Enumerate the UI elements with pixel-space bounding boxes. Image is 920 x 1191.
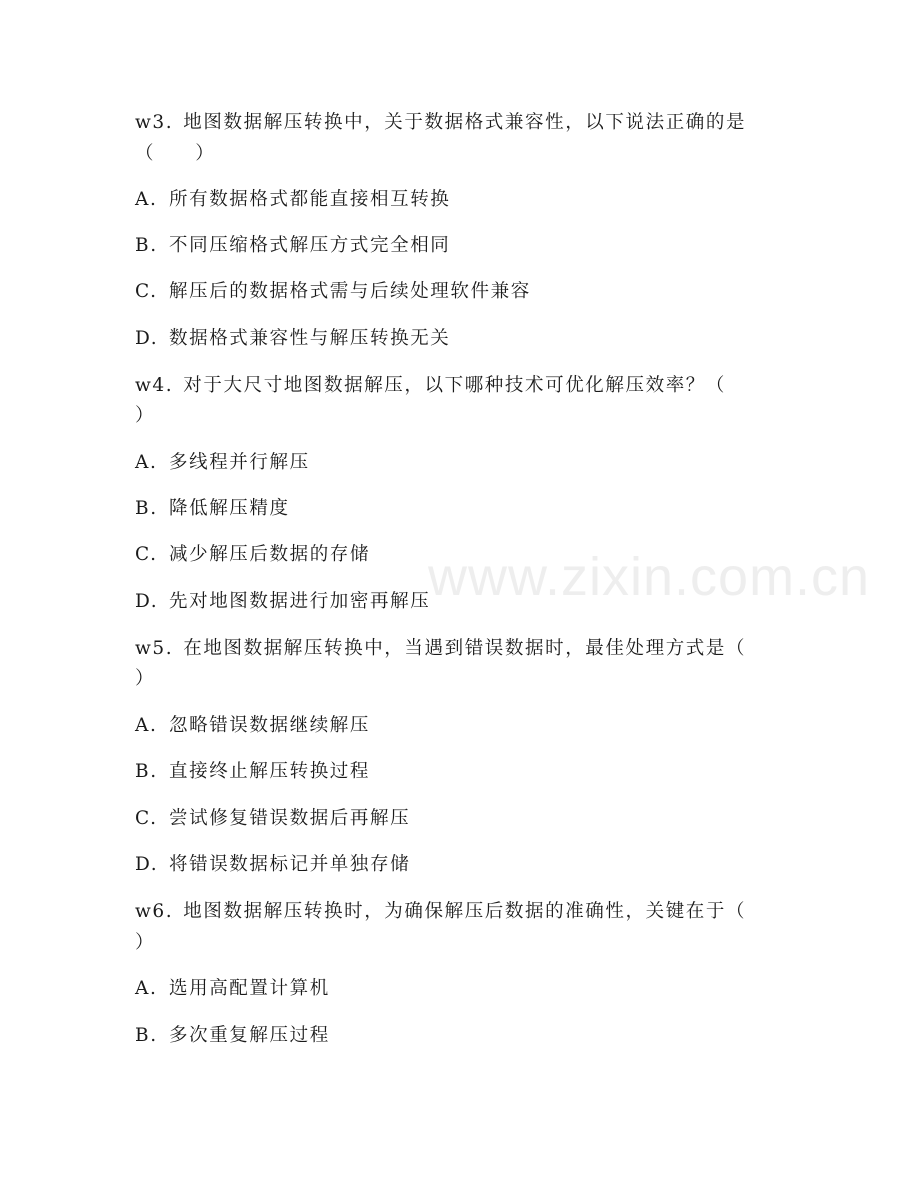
- option-d: [135, 850, 775, 880]
- question-number: w4.: [135, 375, 174, 396]
- option-text: 不同压缩格式解压方式完全相同: [169, 235, 451, 256]
- option-text: 降低解压精度: [169, 498, 290, 519]
- option-letter: C.: [135, 281, 158, 302]
- option-letter: B.: [135, 235, 158, 256]
- question-stem-continued: ）: [135, 668, 156, 689]
- option-text: 多线程并行解压: [169, 452, 310, 473]
- option-text: 所有数据格式都能直接相互转换: [169, 189, 451, 210]
- option-text: 将错误数据标记并单独存储: [169, 854, 411, 875]
- option-text: 忽略错误数据继续解压: [169, 715, 371, 736]
- option-letter: C.: [135, 808, 158, 829]
- option-text: 直接终止解压转换过程: [169, 761, 371, 782]
- option-letter: C.: [135, 544, 158, 565]
- question-stem: [135, 897, 775, 927]
- option-a: [135, 974, 775, 1004]
- option-b: [135, 1021, 775, 1051]
- option-letter: D.: [135, 591, 159, 612]
- watermark: www.zixin.com.cn: [428, 547, 871, 607]
- option-text: 解压后的数据格式需与后续处理软件兼容: [169, 281, 531, 302]
- question-number: w5.: [135, 638, 174, 659]
- option-letter: D.: [135, 854, 159, 875]
- question-number: w6.: [135, 901, 174, 922]
- option-letter: D.: [135, 328, 159, 349]
- option-letter: A.: [135, 715, 158, 736]
- question-stem: [135, 108, 775, 138]
- question-text: 对于大尺寸地图数据解压，以下哪种技术可优化解压效率？（: [183, 375, 726, 396]
- option-text: 先对地图数据进行加密再解压: [169, 591, 431, 612]
- option-a: [135, 185, 775, 215]
- question-number: w3.: [135, 112, 174, 133]
- option-b: [135, 757, 775, 787]
- question-text: 在地图数据解压转换中，当遇到错误数据时，最佳处理方式是（: [183, 638, 747, 659]
- question-stem: [135, 634, 775, 664]
- option-a: [135, 448, 775, 478]
- option-letter: A.: [135, 452, 158, 473]
- option-c: [135, 540, 775, 570]
- question-stem-continued: ）: [135, 405, 156, 426]
- option-letter: B.: [135, 761, 158, 782]
- option-c: [135, 804, 775, 834]
- question-stem-continued: （ ）: [135, 143, 216, 164]
- option-d: [135, 324, 775, 354]
- question-text: 地图数据解压转换时，为确保解压后数据的准确性，关键在于（: [183, 901, 747, 922]
- question-text: 地图数据解压转换中，关于数据格式兼容性，以下说法正确的是: [183, 112, 747, 133]
- question-stem-continued: ）: [135, 932, 156, 953]
- option-b: [135, 231, 775, 261]
- option-d: [135, 587, 775, 617]
- option-text: 尝试修复错误数据后再解压: [169, 808, 411, 829]
- option-text: 选用高配置计算机: [169, 978, 330, 999]
- option-letter: B.: [135, 498, 158, 519]
- option-a: [135, 711, 775, 741]
- question-stem: [135, 371, 775, 401]
- option-letter: B.: [135, 1025, 158, 1046]
- option-text: 减少解压后数据的存储: [169, 544, 371, 565]
- option-letter: A.: [135, 978, 158, 999]
- option-b: [135, 494, 775, 524]
- option-text: 数据格式兼容性与解压转换无关: [169, 328, 451, 349]
- option-letter: A.: [135, 189, 158, 210]
- option-text: 多次重复解压过程: [169, 1025, 330, 1046]
- option-c: [135, 277, 775, 307]
